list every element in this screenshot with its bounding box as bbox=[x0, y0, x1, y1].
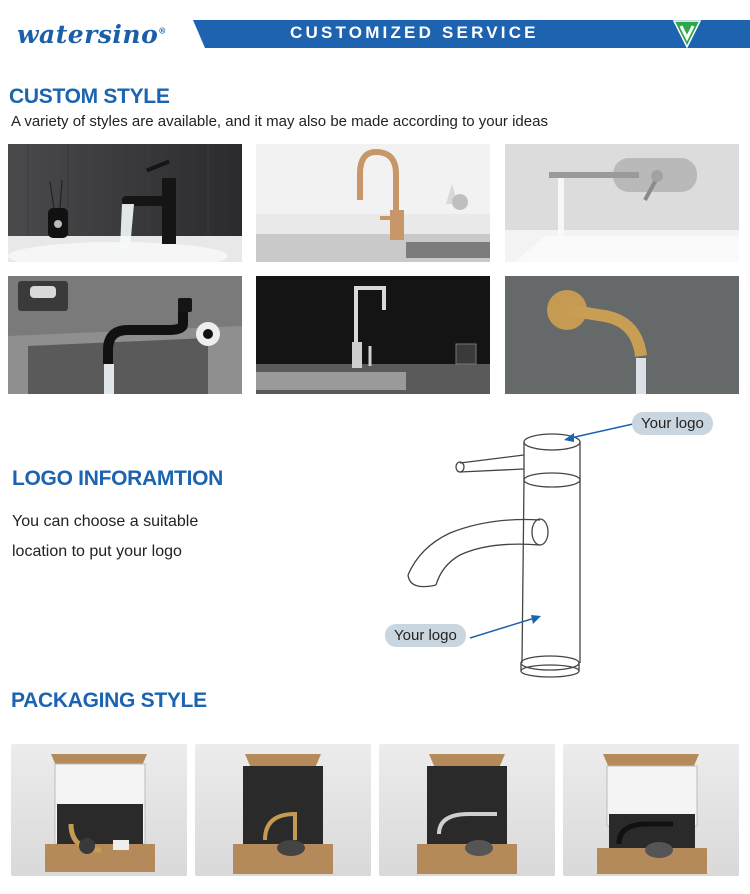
logo-info-text: You can choose a suitable location to put your logo bbox=[12, 513, 199, 560]
custom-style-subtitle: A variety of styles are available, and it may also be made according to your ideas bbox=[11, 113, 548, 130]
photo-chrome-kitchen-faucet bbox=[256, 276, 490, 394]
brand-name: watersino bbox=[17, 20, 159, 49]
photo-gold-wall-spout bbox=[505, 276, 739, 394]
pack-black-faucet-box bbox=[563, 744, 739, 876]
pack-chrome-faucet-box bbox=[379, 744, 555, 876]
photo-black-basin-faucet bbox=[8, 144, 242, 262]
brand-mark: ® bbox=[158, 25, 167, 36]
pack-gold-faucet-box bbox=[195, 744, 371, 876]
logo-callout-bottom: Your logo bbox=[385, 624, 466, 647]
packaging-style-title: PACKAGING STYLE bbox=[11, 689, 207, 712]
photo-black-wall-spout bbox=[8, 276, 242, 394]
v-check-badge-icon bbox=[672, 17, 702, 49]
banner-title: CUSTOMIZED SERVICE bbox=[290, 23, 539, 42]
photo-rose-gold-pull-down-faucet bbox=[256, 144, 490, 262]
pack-black-spout-box bbox=[11, 744, 187, 876]
logo-callout-top: Your logo bbox=[632, 412, 713, 435]
custom-style-title: CUSTOM STYLE bbox=[9, 85, 170, 108]
brand-logo bbox=[17, 20, 167, 49]
photo-chrome-wall-faucet bbox=[505, 144, 739, 262]
faucet-line-drawing bbox=[380, 405, 750, 690]
logo-info-title: LOGO INFORAMTION bbox=[12, 467, 224, 490]
